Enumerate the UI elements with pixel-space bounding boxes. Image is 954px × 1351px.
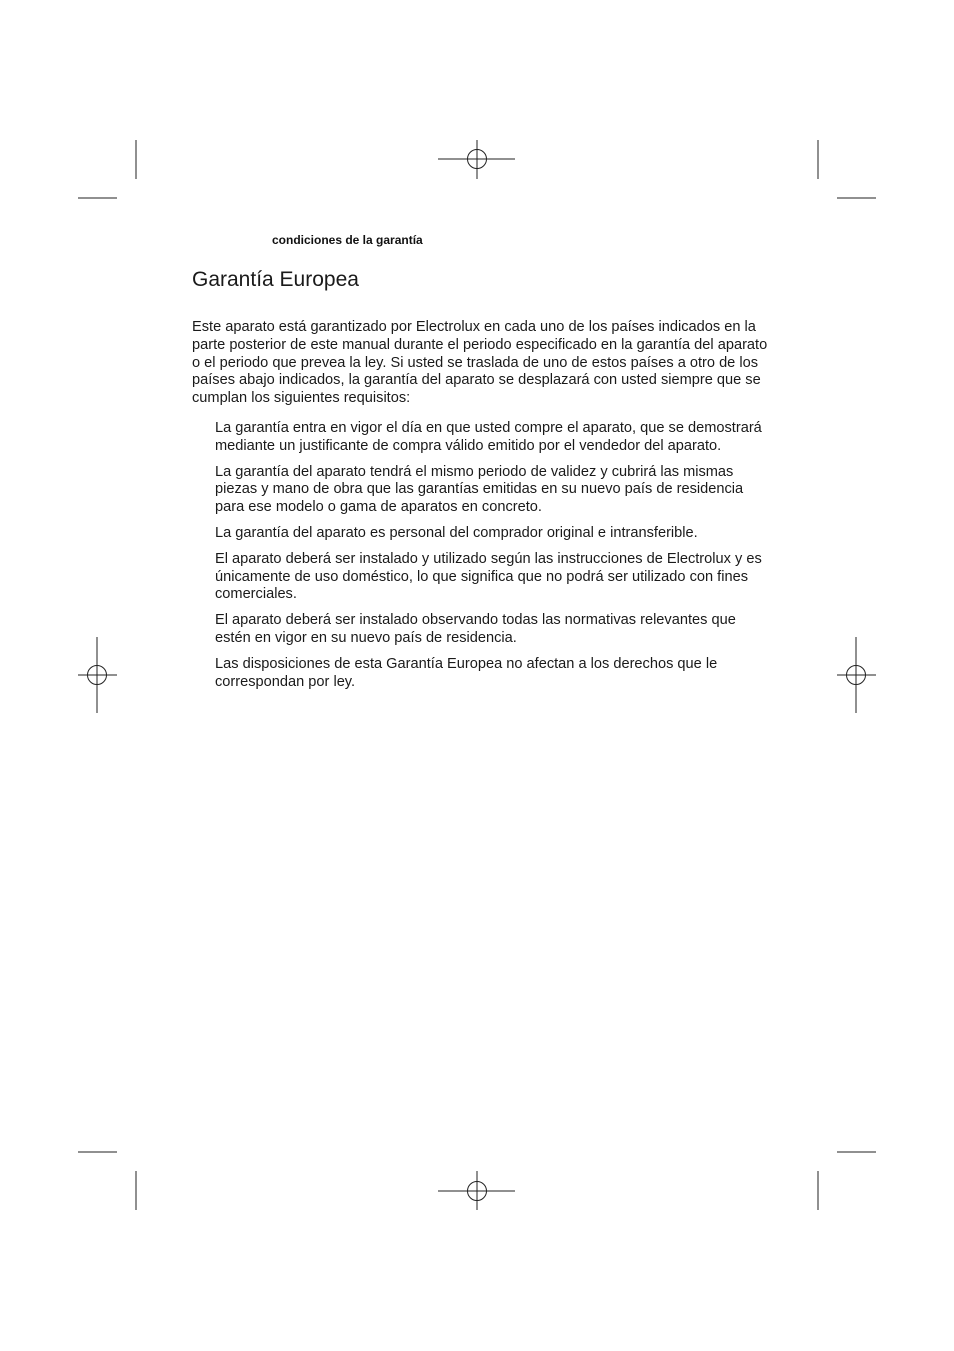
requirement-item: La garantía del aparato tendrá el mismo periodo de validez y cubrirá las mismas piezas y mano de obra que las garantías emitidas en su nuevo país de residencia para ese modelo o gama de aparatos en concreto. xyxy=(215,463,744,516)
crop-mark-bottom-right xyxy=(818,1152,876,1210)
registration-mark-bottom xyxy=(438,1171,515,1210)
registration-mark-left xyxy=(78,637,117,713)
section-label: condiciones de la garantía xyxy=(272,233,423,247)
crop-mark-bottom-left xyxy=(78,1152,136,1210)
registration-mark-top xyxy=(438,140,515,179)
crop-mark-top-left xyxy=(78,140,136,198)
requirement-item: La garantía del aparato es personal del comprador original e intransferible. xyxy=(215,524,698,541)
requirements-list xyxy=(215,420,775,699)
requirement-item: El aparato deberá ser instalado y utilizado según las instrucciones de Electrolux y es únicamente de uso doméstico, lo que significa que no podrá ser utilizado con fines comerciales. xyxy=(215,550,762,603)
requirement-item: Las disposiciones de esta Garantía Europea no afectan a los derechos que le correspondan por ley. xyxy=(215,655,718,690)
requirement-item: El aparato deberá ser instalado observando todas las normativas relevantes que estén en vigor en su nuevo país de residencia. xyxy=(215,612,736,646)
registration-mark-right xyxy=(837,637,876,713)
intro-paragraph: Este aparato está garantizado por Electrolux en cada uno de los países indicados en la parte posterior de este manual durante el periodo especificado en la garantía del aparato o el periodo que prevea la ley. Si usted se traslada de uno de estos países a otro de los países abajo indicados, la garantía del aparato se desplazará con usted siempre que se cumplan los siguientes requisitos: xyxy=(192,319,768,407)
requirement-item: La garantía entra en vigor el día en que usted compre el aparato, que se demostrará mediante un justificante de compra válido emitido por el vendedor del aparato. xyxy=(215,420,762,454)
page-title: Garantía Europea xyxy=(192,268,359,291)
crop-mark-top-right xyxy=(818,140,876,198)
